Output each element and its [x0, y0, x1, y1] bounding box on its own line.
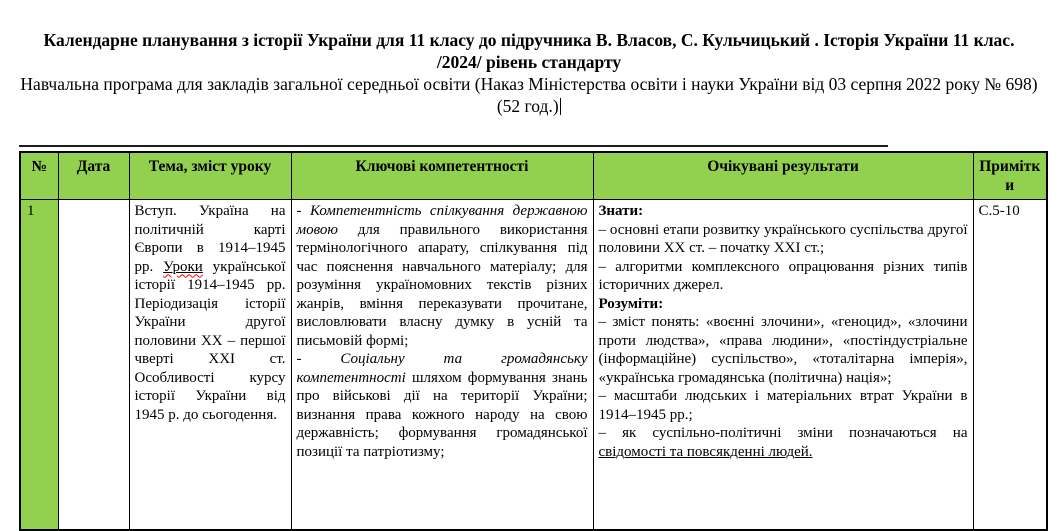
topic-part1: Вступ. Україна на політичній карті Європи в 1914–1945 рр. — [134, 203, 286, 275]
misspelled-word: Уроки — [163, 258, 203, 275]
topic-text — [135, 202, 286, 424]
topic-part2: української історії 1914–1945 рр. Періодизація історії України другої половини ХХ – першої чверті ХХІ ст. Особливості курсу історії України від 1945 р. до сьогодення. — [134, 258, 286, 423]
col-header-number[interactable]: № — [20, 152, 58, 200]
table-row — [20, 200, 1047, 530]
competency-name: Компетентність спілкування державною мовою — [296, 203, 588, 238]
know-item: – алгоритми комплексного опрацювання різних типів історичних джерел. — [598, 258, 968, 293]
competencies-cell[interactable] — [291, 200, 593, 530]
planning-table — [19, 151, 1048, 531]
date-cell[interactable] — [58, 200, 129, 530]
text-caret — [560, 98, 562, 115]
understand-label: Розуміти: — [598, 295, 664, 312]
competency-item — [297, 202, 588, 350]
col-header-notes[interactable]: Примітки — [973, 152, 1047, 200]
competency-marker: - — [296, 351, 341, 367]
notes-cell[interactable]: С.5-10 — [973, 200, 1047, 530]
title-block — [0, 0, 1058, 117]
know-item: – основні етапи розвитку українського суспільства другої половини ХХ ст. – початку ХХІ ст.; — [598, 221, 968, 256]
understand-item-last — [599, 424, 968, 461]
topic-cell[interactable] — [129, 200, 291, 530]
col-header-results[interactable]: Очікувані результати — [593, 152, 973, 200]
table-header-row — [20, 152, 1047, 200]
know-label: Знати: — [598, 203, 644, 219]
results-cell[interactable] — [593, 200, 973, 530]
hours-line[interactable] — [0, 95, 1058, 117]
competency-text: для правильного використання термінологічного апарату, спілкування під час пояснення навчального матеріалу; для розуміння україномовних текстів різних жанрів, вміння переказувати прочитане, висловлювати власну думку в усній та письмовій формі; — [296, 221, 588, 349]
hours-text: (52 год.) — [496, 96, 559, 116]
document-title[interactable]: Календарне планування з історії України для 11 класу до підручника В. Власов, С. Кульчицький . Історія України 11 клас. /2024/ рівень стандарту — [43, 30, 1015, 72]
competency-marker: - — [296, 203, 310, 219]
understand-last-plain: – як суспільно-політичні зміни позначаються на — [598, 425, 968, 441]
competency-name: Соціальну та громадянську компетентності — [296, 351, 588, 386]
col-header-date[interactable]: Дата — [58, 152, 129, 200]
understand-item: – масштаби людських і матеріальних втрат України в 1914–1945 рр.; — [598, 388, 968, 423]
horizontal-rule-artifact — [19, 145, 888, 147]
col-header-topic[interactable]: Тема, зміст уроку — [129, 152, 291, 200]
competency-item — [297, 350, 588, 461]
lesson-number-cell[interactable]: 1 — [20, 200, 58, 530]
understand-item: – зміст понять: «воєнні злочини», «геноцид», «злочини проти людства», «права людини», «постіндустріальне (інформаційне) суспільство», «тоталітарна імперія», «українська громадянська (політична) нація»; — [598, 314, 968, 386]
underlined-word — [163, 259, 203, 275]
competency-text: шляхом формування знань про військові дії на території України; визнання права кожного народу на свою державність; формування громадянської позиції та патріотизму; — [296, 369, 588, 460]
col-header-competencies[interactable]: Ключові компетентності — [291, 152, 593, 200]
program-subtitle[interactable]: Навчальна програма для закладів загальної середньої освіти (Наказ Міністерства освіти і науки України від 03 серпня 2022 року № 698) — [20, 74, 1038, 94]
understand-last-underlined: свідомості та повсякденні людей. — [598, 443, 813, 460]
